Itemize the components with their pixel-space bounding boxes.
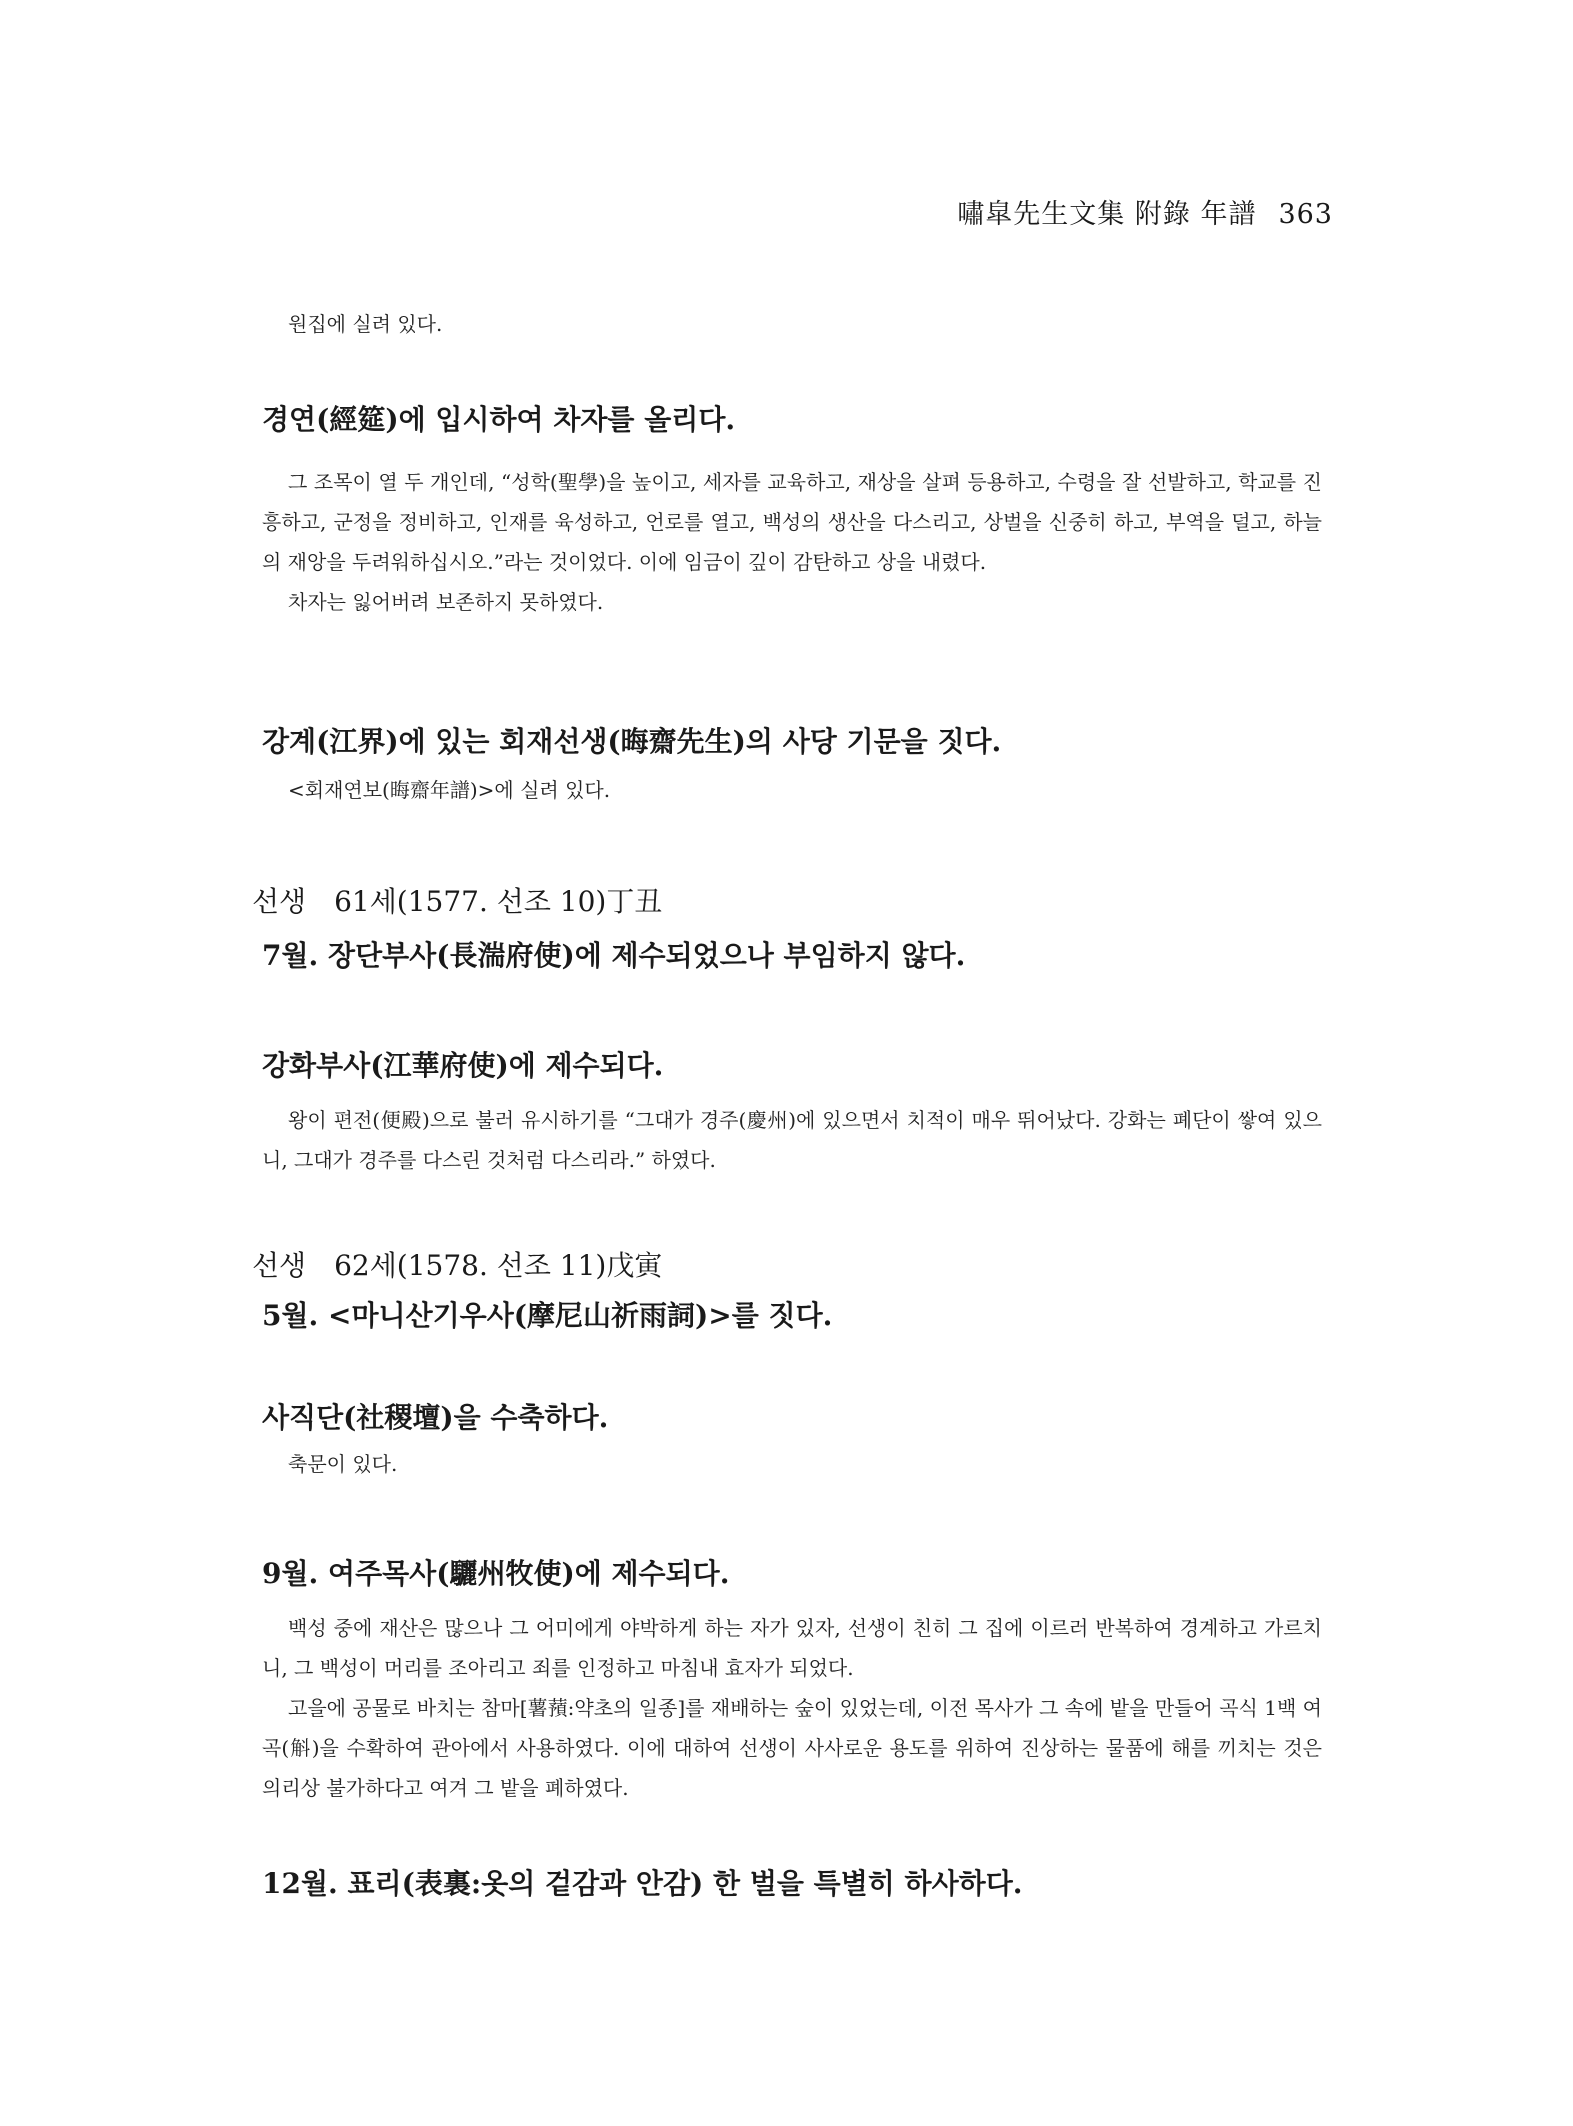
entry-heading: 강화부사(江華府使)에 제수되다. <box>262 1049 664 1082</box>
year-heading-62 <box>252 1244 662 1284</box>
entry-heading: 5월. <마니산기우사(摩尼山祈雨詞)>를 짓다. <box>262 1299 833 1332</box>
section-pyori <box>262 1864 1322 1904</box>
page-number: 363 <box>1278 199 1333 230</box>
entry-paragraph: 왕이 편전(便殿)으로 불러 유시하기를 “그대가 경주(慶州)에 있으면서 치적이 매우 뛰어났다. 강화는 폐단이 쌓여 있으니, 그대가 경주를 다스린 것처럼 다스리라.” 하였다. <box>262 1108 1322 1172</box>
entry-heading: 강계(江界)에 있는 회재선생(晦齋先生)의 사당 기문을 짓다. <box>262 725 1002 758</box>
year-label: 선생 <box>252 1249 307 1282</box>
entry-heading: 9월. 여주목사(驪州牧使)에 제수되다. <box>262 1557 730 1590</box>
source-note: 축문이 있다. <box>288 1452 398 1476</box>
year-heading-61 <box>252 880 662 920</box>
entry-heading: 사직단(社稷壇)을 수축하다. <box>262 1401 609 1434</box>
year-age: 62세(1578. 선조 11)戊寅 <box>334 1249 663 1282</box>
entry-paragraph: 차자는 잃어버려 보존하지 못하였다. <box>288 590 604 614</box>
year-label: 선생 <box>252 885 307 918</box>
year-age: 61세(1577. 선조 10)丁丑 <box>334 885 663 918</box>
source-note: <회재연보(晦齋年譜)>에 실려 있다. <box>288 778 611 802</box>
entry-heading: 12월. 표리(表裏:옷의 겉감과 안감) 한 벌을 특별히 하사하다. <box>262 1867 1023 1900</box>
section-yeoju <box>262 1554 1322 1808</box>
section-0 <box>262 304 1322 344</box>
entry-paragraph: 그 조목이 열 두 개인데, “성학(聖學)을 높이고, 세자를 교육하고, 재상을 살펴 등용하고, 수령을 잘 선발하고, 학교를 진흥하고, 군정을 정비하고, 인재를 육성하고, 언로를 열고, 백성의 생산을 다스리고, 상벌을 신중히 하고, 부역을 덜고, 하늘의 재앙을 두려워하십시오.”라는 것이었다. 이에 임금이 깊이 감탄하고 상을 내렸다. <box>262 470 1322 574</box>
source-note: 원집에 실려 있다. <box>288 312 443 336</box>
section-ganghwa <box>262 1046 1322 1180</box>
section-jangdan <box>262 936 1322 976</box>
entry-heading: 7월. 장단부사(長湍府使)에 제수되었으나 부임하지 않다. <box>262 939 966 972</box>
book-title: 嘯皐先生文集 附錄 年譜 <box>957 199 1257 230</box>
running-header <box>957 192 1333 231</box>
entry-paragraph: 백성 중에 재산은 많으나 그 어미에게 야박하게 하는 자가 있자, 선생이 친히 그 집에 이르러 반복하여 경계하고 가르치니, 그 백성이 머리를 조아리고 죄를 인정하고 마침내 효자가 되었다. <box>262 1616 1322 1680</box>
section-lecture-memorial <box>262 400 1322 622</box>
section-gangye-shrine <box>262 722 1322 810</box>
section-sajikdan <box>262 1398 1322 1484</box>
entry-heading: 경연(經筵)에 입시하여 차자를 올리다. <box>262 403 736 436</box>
entry-paragraph: 고을에 공물로 바치는 참마[薯蕷:약초의 일종]를 재배하는 숲이 있었는데, 이전 목사가 그 속에 밭을 만들어 곡식 1백 여 곡(斛)을 수확하여 관아에서 사용하였다. 이에 대하여 선생이 사사로운 용도를 위하여 진상하는 물품에 해를 끼치는 것은 의리상 불가하다고 여겨 그 밭을 폐하였다. <box>262 1696 1322 1800</box>
section-manisan <box>262 1296 1322 1336</box>
